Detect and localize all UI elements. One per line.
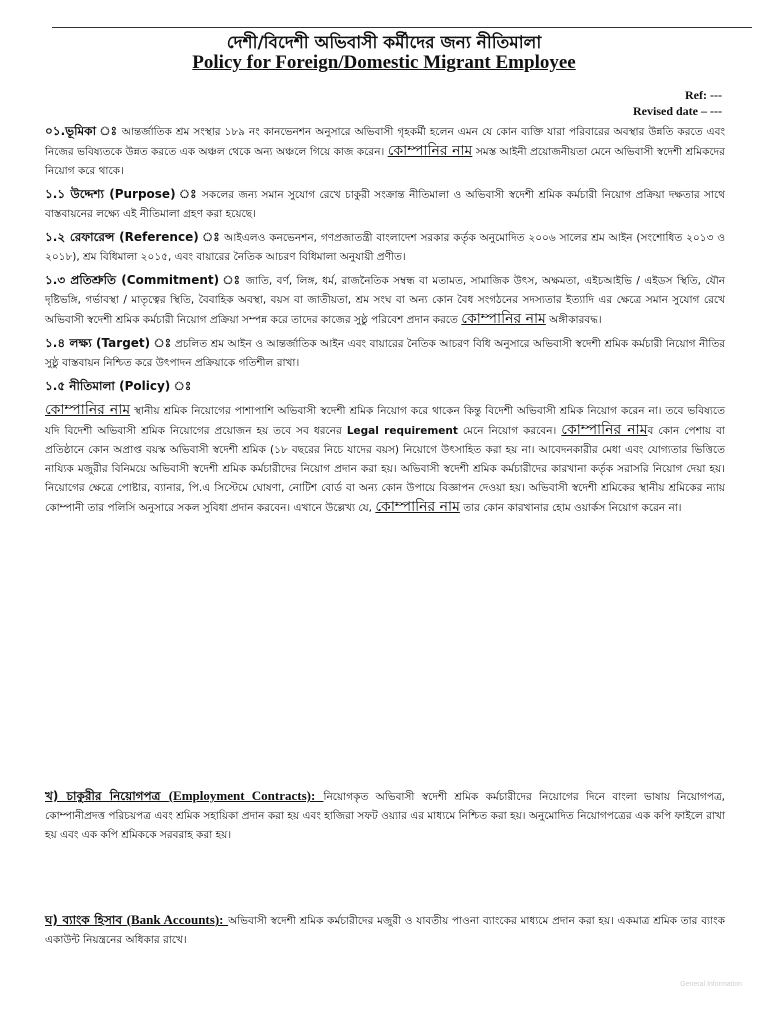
intro-text-1: আন্তর্জাতিক শ্রম সংস্থার ১৮৯ নং কানভেনশন অনুসারে অভিবাসী গৃহকর্মী হলেন এমন যে কোন ব্যক্তি যারা পরিবারের অবস্থার উন্নতি করতে এবং নিজের ভবিষ্যতকে উন্নত করতে এক অঞ্চল থেকে অন্য অঞ্চলে গিয়ে কাজ করেন। xyxy=(45,126,725,158)
section-target xyxy=(45,334,725,373)
target-text: প্রচলিত শ্রম আইন ও আন্তর্জাতিক আইন এবং বায়ারের নৈতিক আচরণ বিধি অনুসারে অভিবাসী স্বদেশী শ্রমিক কর্মচারী নিয়োগ নীতির সুষ্ঠু বাস্তবায়ন নিশ্চিত করে উৎপাদন প্রক্রিয়াকে গতিশীল রাখা। xyxy=(45,338,725,369)
section-policy xyxy=(45,401,725,518)
policy-text-2: মেনে নিয়োগ করবেন। xyxy=(462,425,557,437)
company-name-placeholder: কোম্পানির নাম xyxy=(45,402,131,418)
policy-heading: ১.৫ নীতিমালা (Policy) ঃ xyxy=(45,379,192,393)
reference-text: আইএলও কনভেনশন, গণপ্রজাতন্ত্রী বাংলাদেশ সরকার কর্তৃক অনুমোদিত ২০০৬ সালের শ্রম আইন (সংশোধিত ২০১৩ ও ২০১৮), শ্রম বিধিমালা ২০১৫, এবং বায়ারের নৈতিক আচরণ বিধিমালা অনুযায়ী প্রণীত। xyxy=(45,232,725,263)
policy-text-3: ব কোন পেশায় বা প্রতিষ্ঠানে কোন অপ্রাপ্ত বয়স্ক অভিবাসী স্বদেশী শ্রমিক (১৮ বছরের নিচে যাদের বয়স) নিয়োগে উৎসাহিত করা হয় না। আবেদনকারীর মেধা এবং যোগ্যতার ভিত্তিতে নায্যিক মজুরীর বিনিময়ে অভিবাসী স্বদেশী শ্রমিক কর্মচারীদের নিয়োগ প্রদান করা হয়। অভিবাসী স্বদেশী শ্রমিক কর্মচারীদের কারখানা কর্তৃক সরাসরি নিয়োগ দেয়া হয়। নিয়োগের ক্ষেত্রে পোষ্টার, ব্যানার, পি.এ সিস্টেমে ঘোষণা, নোটিশ বোর্ড বা অন্য কোন উপায়ে বিজ্ঞাপন দেওয়া হয়। অভিবাসী স্বদেশী শ্রমিকের স্থানীয় শ্রমিকের ন্যায় কোম্পানী তার পলিসি অনুসারে সকল সুবিধা প্রদান করবেন। এখানে উল্লেখ্য যে, xyxy=(45,425,725,514)
revised-date-line: Revised date – --- xyxy=(633,104,722,118)
section-policy-heading xyxy=(45,377,725,397)
company-name-placeholder: কোম্পানির নাম xyxy=(561,422,648,438)
ref-line: Ref: --- xyxy=(685,88,722,102)
company-name-placeholder: কোম্পানির নাম xyxy=(375,499,460,515)
document-title-english: Policy for Foreign/Domestic Migrant Employee xyxy=(192,52,576,73)
section-reference xyxy=(45,228,725,267)
policy-body xyxy=(45,122,725,522)
commitment-text-2: অঙ্গীকারবদ্ধ। xyxy=(549,314,602,326)
employment-heading xyxy=(45,789,324,803)
section-commitment xyxy=(45,271,725,330)
top-rule xyxy=(52,27,752,28)
commitment-text-1: জাতি, বর্ণ, লিঙ্গ, ধর্ম, রাজনৈতিক সম্বন্ধ বা মতামত, সামাজিক উৎস, অক্ষমতা, এইচআইভি / এইডস স্থিতি, যৌন দৃষ্টিভঙ্গি, গর্ভাবস্থা / মাতৃত্বের স্থিতি, বৈবাহিক অবস্থা, বয়স বা জাতীয়তা, শ্রম সংঘ বা অন্য কোন বৈধ সংগঠনের সদস্যতার ইত্যাদি এর ক্ষেত্রে সমান সুযোগ রেখে অভিবাসী স্বদেশী শ্রমিক কর্মচারী নিয়োগ প্রক্রিয়া সম্পন্ন করে তাদের কাজের সুষ্ঠু পরিবেশ প্রদান করতে xyxy=(45,275,726,326)
employment-heading-bn: খ) চাকুরীর নিয়োগপত্র xyxy=(45,789,161,803)
policy-text-1: স্থানীয় শ্রমিক নিয়োগের পাশাপাশি অভিবাসী স্বদেশী শ্রমিক নিয়োগ করে থাকেন কিন্তু বিদেশী অভিবাসী শ্রমিক নিয়োগ করেন না। তবে ভবিষ্যতে যদি বিদেশী অভিবাসী শ্রমিক নিয়োগের প্রয়োজন হয় তবে সব ধরনের xyxy=(45,405,725,437)
target-heading: ১.৪ লক্ষ্য (Target) ঃ xyxy=(45,336,172,350)
commitment-heading: ১.৩ প্রতিশ্রুতি (Commitment) ঃ xyxy=(45,273,242,287)
section-employment-contracts xyxy=(45,786,725,845)
policy-text-4: তার কোন কারখানার হোম ওয়ার্কস নিয়োগ করেন না। xyxy=(463,502,682,514)
legal-requirement-term: Legal requirement xyxy=(346,425,458,437)
employment-text: নিয়োগকৃত অভিবাসী স্বদেশী শ্রমিক কর্মচারীদের নিয়োগের দিনে বাংলা ভাষায় নিয়োগপত্র, কোম্পানীপ্রদত্ত পরিচয়পত্র এবং শ্রমিক সহায়িকা প্রদান করা হয় এবং হাজিরা সফট ওয়্যার এর মাধ্যমে নিশ্চিত করা হয়। অনুমোদিত নিয়োগপত্রের এক কপি ফাইলে রাখা হয় এবং এক কপি শ্রমিককে সরবরাহ করা হয়। xyxy=(45,791,725,841)
reference-heading: ১.২ রেফারেন্স (Reference) ঃ xyxy=(45,230,221,244)
company-name-placeholder: কোম্পানির নাম xyxy=(387,143,473,159)
bank-heading xyxy=(45,913,228,927)
employment-heading-en: (Employment Contracts): xyxy=(168,788,316,803)
section-bank-accounts xyxy=(45,910,725,950)
reference-block xyxy=(633,87,722,119)
bank-heading-bn: ঘ) ব্যাংক হিসাব xyxy=(45,913,123,927)
purpose-heading: ১.১ উদ্দেশ্য (Purpose) ঃ xyxy=(45,187,198,201)
company-name-placeholder: কোম্পানির নাম xyxy=(461,311,546,327)
document-title-bengali: দেশী/বিদেশী অভিবাসী কর্মীদের জন্য নীতিমালা xyxy=(226,33,542,53)
bank-heading-en: (Bank Accounts): xyxy=(126,912,224,927)
intro-heading: ০১.ভূমিকা ঃ xyxy=(45,124,118,138)
purpose-text: সকলের জন্য সমান সুযোগ রেখে চাকুরী সংক্রান্ত নীতিমালা ও অভিবাসী স্বদেশী শ্রমিক কর্মচারী নিয়োগ প্রক্রিয়া দক্ষতার সাথে বাস্তবায়নের লক্ষ্যে এই নীতিমালা গ্রহণ করা হয়েছে। xyxy=(45,189,725,220)
section-purpose xyxy=(45,185,725,224)
section-intro xyxy=(45,122,725,181)
intro-text-2: সমস্ত আইনী প্রয়োজনীয়তা মেনে অভিবাসী স্বদেশী শ্রমিকদের নিয়োগ করে থাকে। xyxy=(45,146,725,177)
watermark-label: General Information xyxy=(680,981,742,988)
bank-text: অভিবাসী স্বদেশী শ্রমিক কর্মচারীদের মজুরী ও যাবতীয় পাওনা ব্যাংকের মাধ্যমে প্রদান করা হয়। একমাত্র শ্রমিক তার ব্যাংক একাউন্ট নিয়ন্ত্রনের অধিকার রাখে। xyxy=(45,915,725,946)
